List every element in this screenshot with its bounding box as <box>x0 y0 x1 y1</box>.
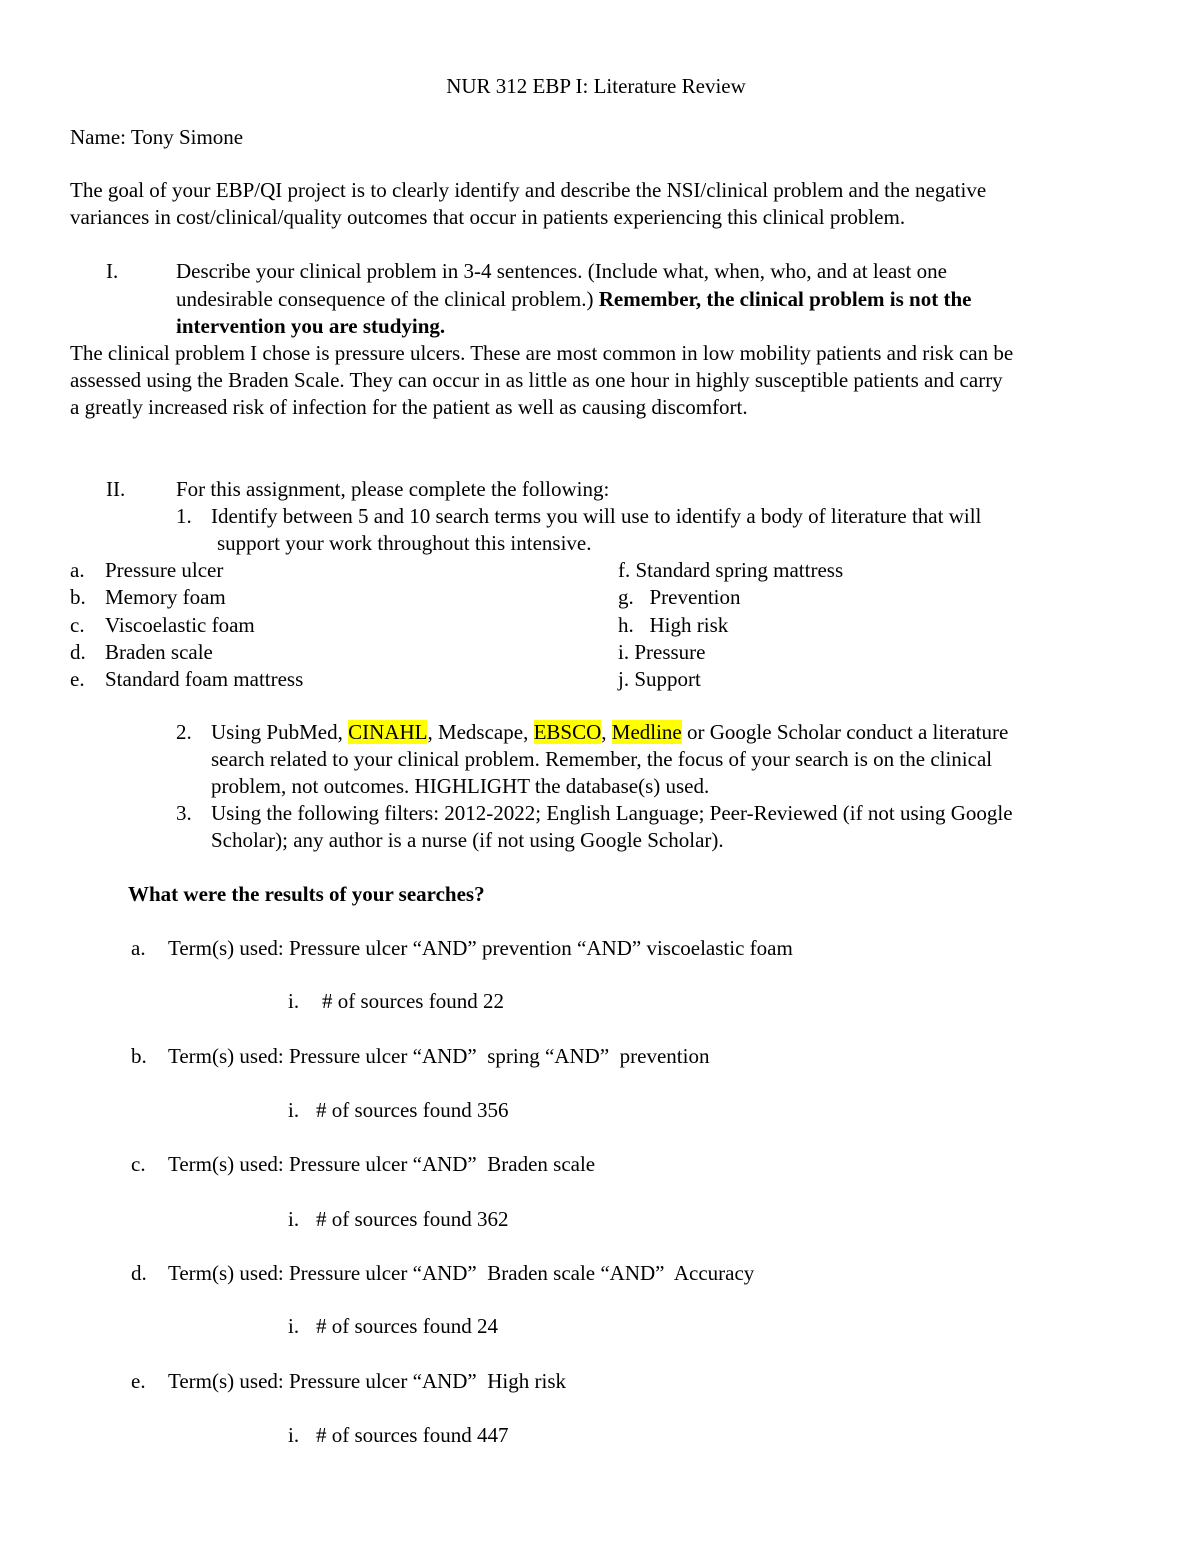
item-3-number: 3. <box>176 801 192 825</box>
result-sub-numeral: i. <box>288 989 300 1013</box>
section-1-line-3: intervention you are studying. <box>176 314 446 338</box>
result-terms: Term(s) used: Pressure ulcer “AND” prevention “AND” viscoelastic foam <box>168 936 793 960</box>
section-1-line-2-bold: Remember, the clinical problem is not the <box>598 287 972 311</box>
term-letter: c. <box>70 613 85 637</box>
item-2-text: , Medscape, <box>427 720 534 744</box>
section-2-intro: For this assignment, please complete the following: <box>176 477 610 501</box>
term-letter: a. <box>70 558 85 582</box>
result-terms: Term(s) used: Pressure ulcer “AND” High risk <box>168 1369 567 1393</box>
term-letter: d. <box>70 640 86 664</box>
answer-1-line-3: a greatly increased risk of infection for the patient as well as causing discomfort. <box>70 395 748 419</box>
term-text: Memory foam <box>105 585 226 609</box>
result-letter: a. <box>131 936 146 960</box>
section-2-numeral: II. <box>106 477 126 501</box>
section-1-numeral: I. <box>106 259 119 283</box>
result-terms: Term(s) used: Pressure ulcer “AND” Braden scale “AND” Accuracy <box>168 1261 755 1285</box>
item-2-text: or Google Scholar conduct a literature <box>681 720 1009 744</box>
term-text: Pressure ulcer <box>105 558 224 582</box>
result-sub-numeral: i. <box>288 1207 300 1231</box>
result-letter: b. <box>131 1044 147 1068</box>
item-1-line-2: support your work throughout this intensive. <box>217 531 592 555</box>
term-right: j. Support <box>618 667 701 691</box>
result-letter: d. <box>131 1261 147 1285</box>
answer-1-line-2: assessed using the Braden Scale. They can occur in as little as one hour in highly susceptible patients and carry <box>70 368 1003 392</box>
item-1-line-1: Identify between 5 and 10 search terms you will use to identify a body of literature that will <box>211 504 982 528</box>
term-letter: e. <box>70 667 85 691</box>
item-2-line-2: search related to your clinical problem. Remember, the focus of your search is on the clinical <box>211 747 993 771</box>
term-right: g. Prevention <box>618 585 741 609</box>
highlight-ebsco: EBSCO <box>533 720 602 744</box>
section-1-line-2 <box>176 286 971 313</box>
item-1-number: 1. <box>176 504 192 528</box>
term-text: Braden scale <box>105 640 213 664</box>
goal-line-1: The goal of your EBP/QI project is to clearly identify and describe the NSI/clinical problem and the negative <box>70 178 987 202</box>
term-right: h. High risk <box>618 613 729 637</box>
document-title: NUR 312 EBP I: Literature Review <box>446 74 746 98</box>
goal-line-2: variances in cost/clinical/quality outcomes that occur in patients experiencing this clinical problem. <box>70 205 906 229</box>
term-right: i. Pressure <box>618 640 706 664</box>
term-right: f. Standard spring mattress <box>618 558 844 582</box>
item-2-text: , <box>601 720 612 744</box>
name-line: Name: Tony Simone <box>70 125 244 149</box>
result-sub-numeral: i. <box>288 1098 300 1122</box>
result-count: # of sources found 24 <box>316 1314 498 1338</box>
item-2-text: Using PubMed, <box>211 720 349 744</box>
item-2-line-1 <box>211 719 1008 746</box>
result-letter: c. <box>131 1152 146 1176</box>
item-3-line-1: Using the following filters: 2012-2022; English Language; Peer-Reviewed (if not using Google <box>211 801 1013 825</box>
result-count: # of sources found 356 <box>316 1098 509 1122</box>
section-1-line-1: Describe your clinical problem in 3-4 sentences. (Include what, when, who, and at least one <box>176 259 947 283</box>
result-count: # of sources found 22 <box>322 989 504 1013</box>
term-text: Viscoelastic foam <box>105 613 255 637</box>
result-terms: Term(s) used: Pressure ulcer “AND” spring “AND” prevention <box>168 1044 710 1068</box>
item-2-number: 2. <box>176 720 192 744</box>
item-2-line-3: problem, not outcomes. HIGHLIGHT the database(s) used. <box>211 774 710 798</box>
term-letter: b. <box>70 585 86 609</box>
result-count: # of sources found 447 <box>316 1423 509 1447</box>
result-sub-numeral: i. <box>288 1314 300 1338</box>
result-sub-numeral: i. <box>288 1423 300 1447</box>
result-count: # of sources found 362 <box>316 1207 509 1231</box>
section-1-line-2-plain: undesirable consequence of the clinical problem.) <box>176 287 599 311</box>
result-letter: e. <box>131 1369 146 1393</box>
term-text: Standard foam mattress <box>105 667 304 691</box>
result-terms: Term(s) used: Pressure ulcer “AND” Braden scale <box>168 1152 596 1176</box>
highlight-cinahl: CINAHL <box>348 720 428 744</box>
highlight-medline: Medline <box>611 720 682 744</box>
answer-1-line-1: The clinical problem I chose is pressure ulcers. These are most common in low mobility patients and risk can be <box>70 341 1014 365</box>
item-3-line-2: Scholar); any author is a nurse (if not using Google Scholar). <box>211 828 724 852</box>
results-heading: What were the results of your searches? <box>128 882 485 906</box>
